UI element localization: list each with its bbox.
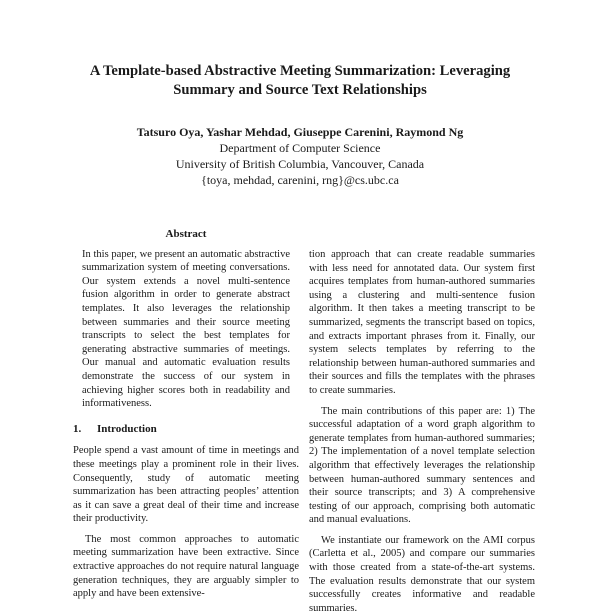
title-line-2: Summary and Source Text Relationships <box>173 82 427 98</box>
author-list: Tatsuro Oya, Yashar Mehdad, Giuseppe Carenini, Raymond Ng <box>136 125 464 139</box>
intro-paragraph-2: The most common approaches to automatic meeting summarization have been extractive. Since extractive approaches do not require natural language generation techniques, they are arguably simpler to apply and have been extensive- <box>73 533 299 600</box>
right-paragraph-1: tion approach that can create readable summaries with less need for annotated data. Our system first acquires templates from human-authored summaries using a clustering and multi-sentence fusion algorithm. It then takes a meeting transcript to be summarized, segments the transcript based on topics, and extracts important phrases from it. Finally, our system selects templates by referring to the relationship between human-authored summaries and their sources and fills the templates with the phrases to create summaries. <box>309 249 535 396</box>
intro-paragraph-1: People spend a vast amount of time in meetings and these meetings play a prominent role in their lives. Consequently, study of automatic meeting summarization has been attracting peoples’ attention as it can save a great deal of their time and increase their productivity. <box>73 445 299 525</box>
section-title: Introduction <box>97 422 157 435</box>
section-heading-introduction <box>73 423 299 437</box>
university: University of British Columbia, Vancouver, Canada <box>175 157 425 171</box>
right-column <box>309 248 535 615</box>
author-emails: {toya, mehdad, carenini, rng}@cs.ubc.ca <box>201 173 399 187</box>
section-number: 1. <box>73 422 82 435</box>
abstract-text: In this paper, we present an automatic abstractive summarization system of meeting conversations. Our system extends a novel multi-sentence fusion algorithm in order to generate abstract templates. It also leverages the relationship between summaries and their source meeting transcripts to select the best templates for generating abstractive summaries of meetings. Our manual and automatic evaluation results demonstrate the success of our system in achieving higher scores both in readability and informativeness. <box>82 248 290 410</box>
title-line-1: A Template-based Abstractive Meeting Summarization: Leveraging <box>89 63 511 79</box>
right-paragraph-2: The main contributions of this paper are: 1) The successful adaptation of a word graph algorithm to generate templates from human-authored summaries; 2) The implementation of a novel template selection algorithm that effectively leverages the relationship between human-authored summary sentences and their source transcripts; and 3) A comprehensive testing of our approach, comprising both automatic and manual evaluations. <box>309 405 535 526</box>
abstract-heading: Abstract <box>165 228 207 240</box>
paper-title <box>60 62 540 100</box>
left-column <box>73 228 299 601</box>
right-paragraph-3: We instantiate our framework on the AMI corpus (Carletta et al., 2005) and compare our summaries with those created from a state-of-the-art systems. The evaluation results demonstrate that our system successfully creates informative and readable summaries. <box>309 534 535 614</box>
department: Department of Computer Science <box>219 141 381 155</box>
